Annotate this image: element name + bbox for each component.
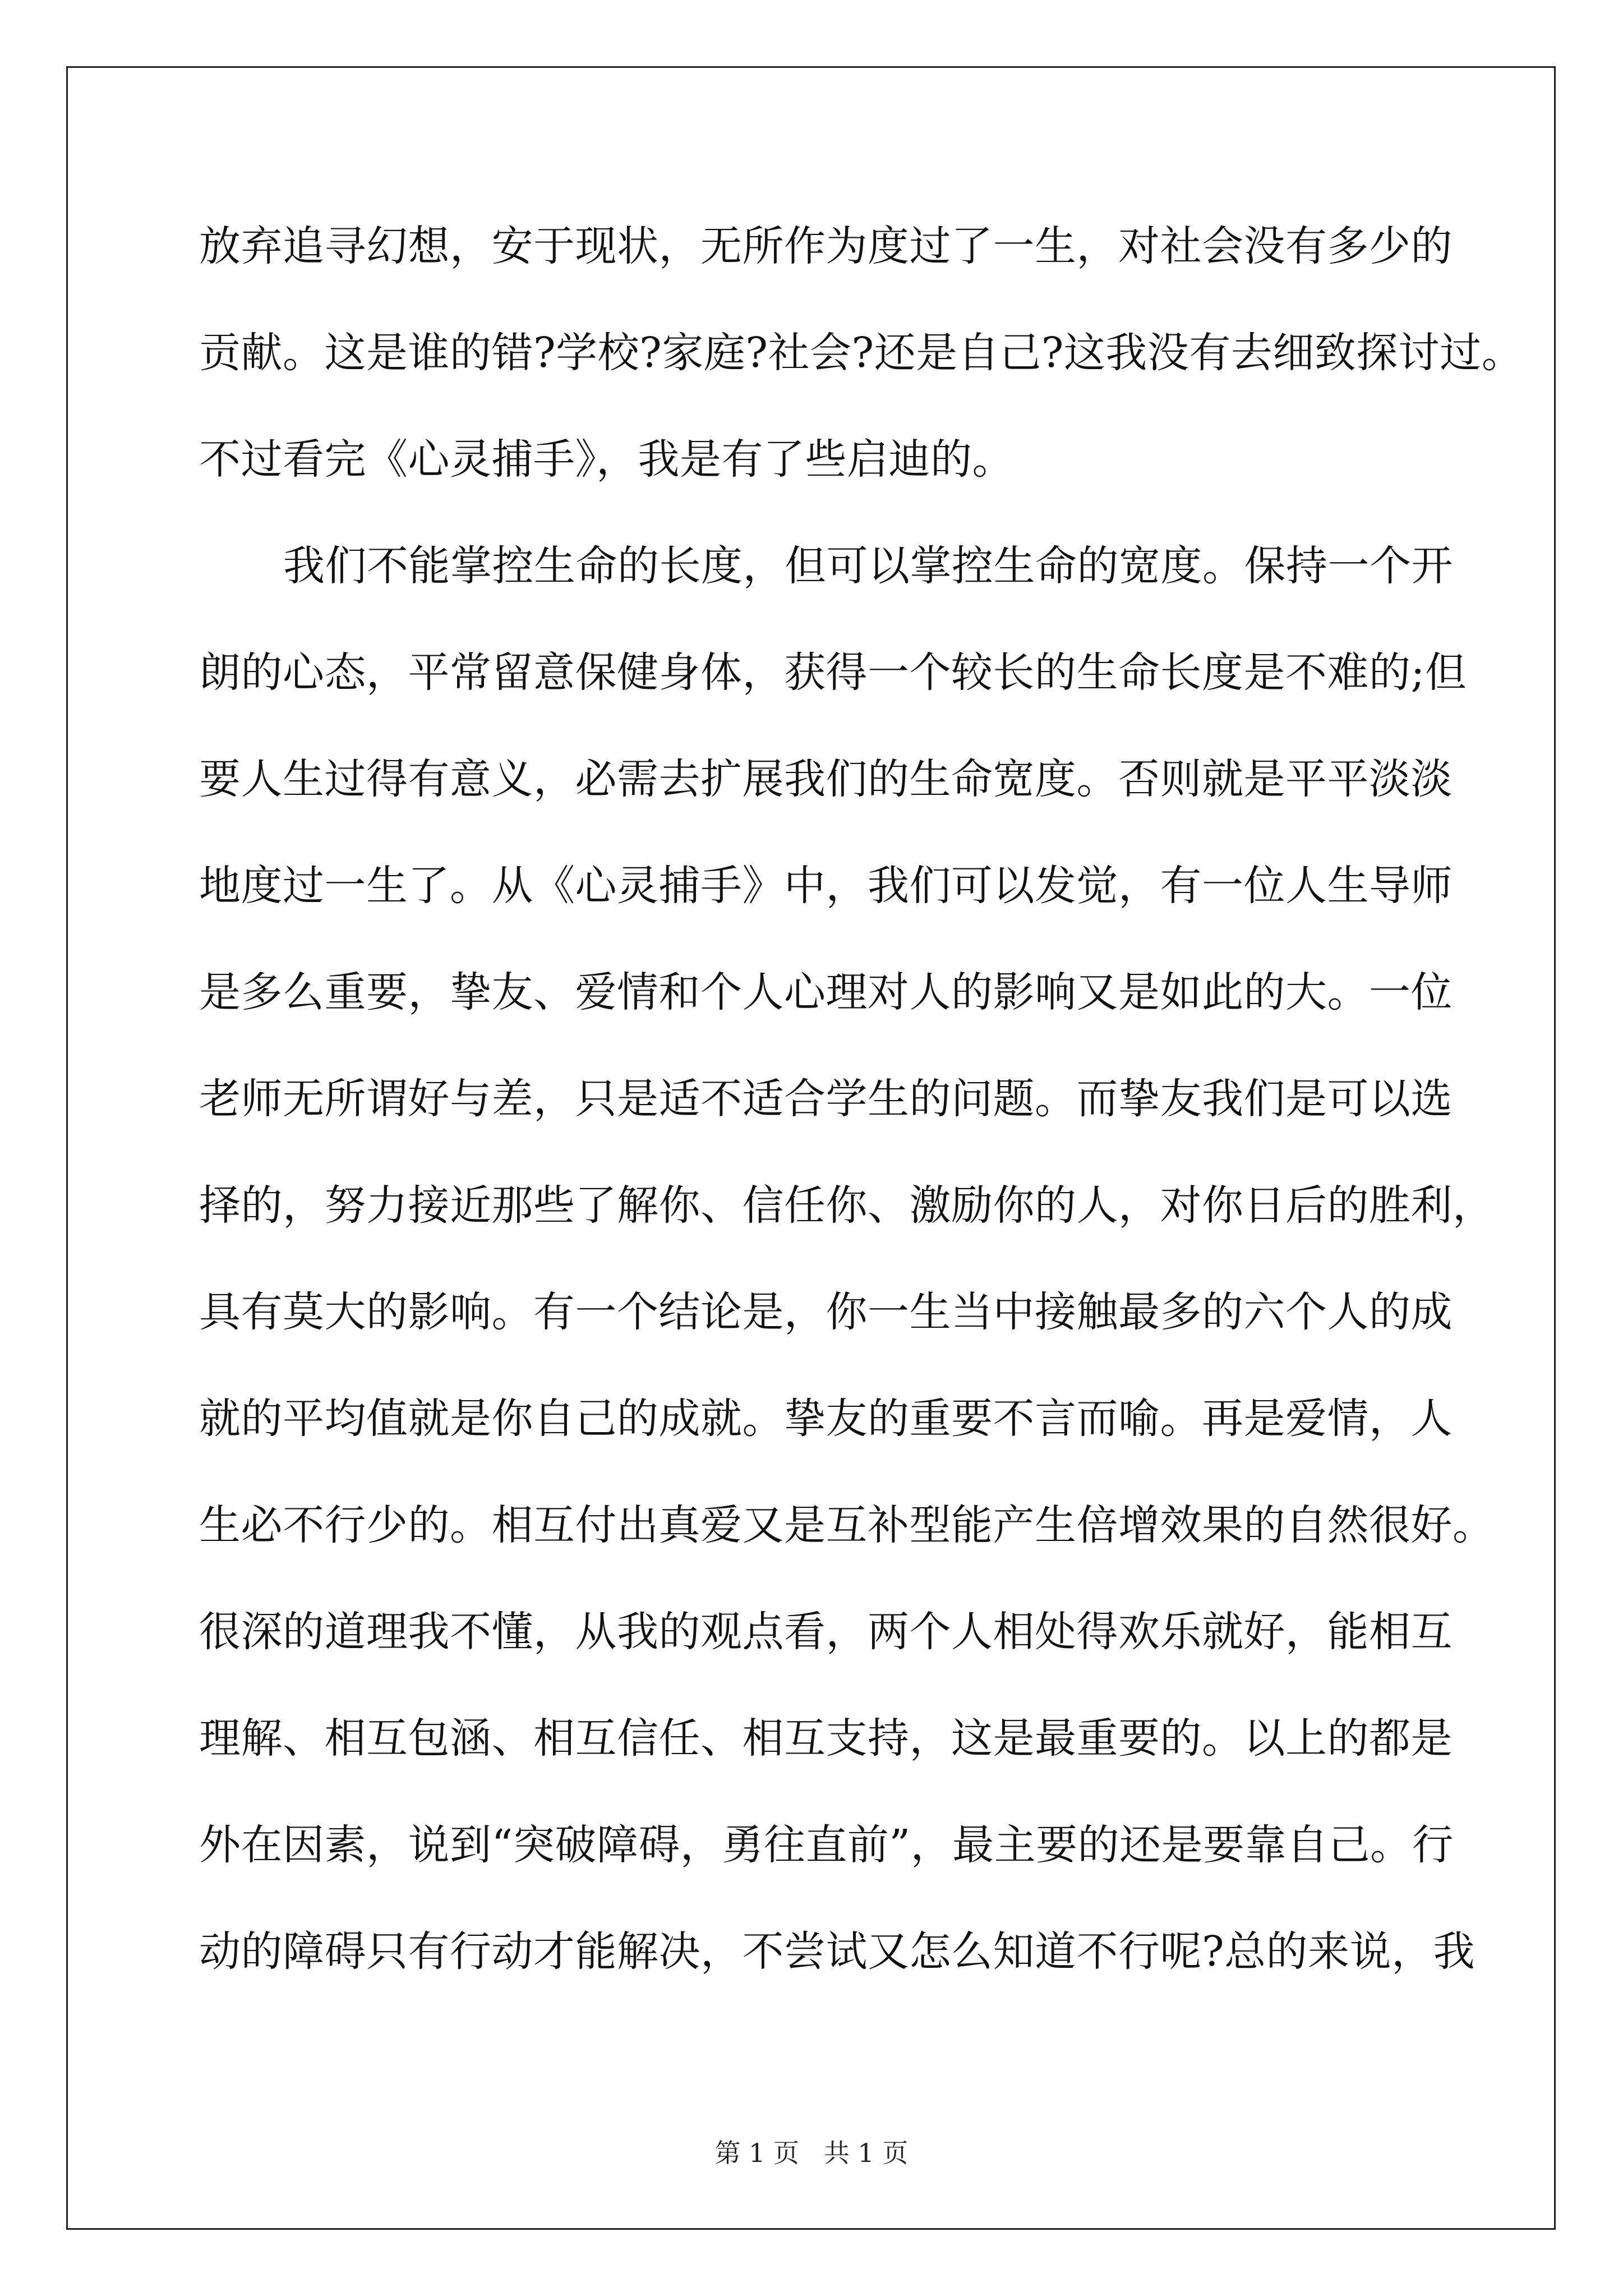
text-line: 理解、相互包涵、相互信任、相互支持，这是最重要的。以上的都是 <box>199 1714 1453 1763</box>
page-number-footer: 第 1 页 共 1 页 <box>714 2138 909 2168</box>
paragraph-first-line: 我们不能掌控生命的长度，但可以掌控生命的宽度。保持一个开 <box>283 542 1453 590</box>
text-line: 贡献。这是谁的错?学校?家庭?社会?还是自己?这我没有去细致探讨过。 <box>199 329 1524 377</box>
text-line: 外在因素，说到“突破障碍，勇往直前”，最主要的还是要靠自己。行 <box>199 1821 1454 1869</box>
text-line: 朗的心态，平常留意保健身体，获得一个较长的生命长度是不难的;但 <box>199 648 1467 697</box>
text-line: 动的障碍只有行动才能解决，不尝试又怎么知道不行呢?总的来说，我 <box>199 1927 1476 1976</box>
text-line: 放弃追寻幻想，安于现状，无所作为度过了一生，对社会没有多少的 <box>199 222 1453 270</box>
text-line: 很深的道理我不懂，从我的观点看，两个人相处得欢乐就好，能相互 <box>199 1608 1453 1656</box>
text-line: 生必不行少的。相互付出真爱又是互补型能产生倍增效果的自然很好。 <box>199 1501 1495 1549</box>
text-line: 不过看完《心灵捕手》，我是有了些启迪的。 <box>199 435 1014 484</box>
text-line: 择的，努力接近那些了解你、信任你、激励你的人，对你日后的胜利， <box>199 1181 1495 1230</box>
text-line: 老师无所谓好与差，只是适不适合学生的问题。而挚友我们是可以选 <box>199 1075 1453 1123</box>
text-line: 要人生过得有意义，必需去扩展我们的生命宽度。否则就是平平淡淡 <box>199 755 1453 803</box>
text-line: 具有莫大的影响。有一个结论是，你一生当中接触最多的六个人的成 <box>199 1288 1453 1336</box>
text-line: 就的平均值就是你自己的成就。挚友的重要不言而喻。再是爱情，人 <box>199 1395 1453 1443</box>
text-line: 是多么重要，挚友、爱情和个人心理对人的影响又是如此的大。一位 <box>199 968 1453 1016</box>
text-line: 地度过一生了。从《心灵捕手》中，我们可以发觉，有一位人生导师 <box>199 862 1453 910</box>
